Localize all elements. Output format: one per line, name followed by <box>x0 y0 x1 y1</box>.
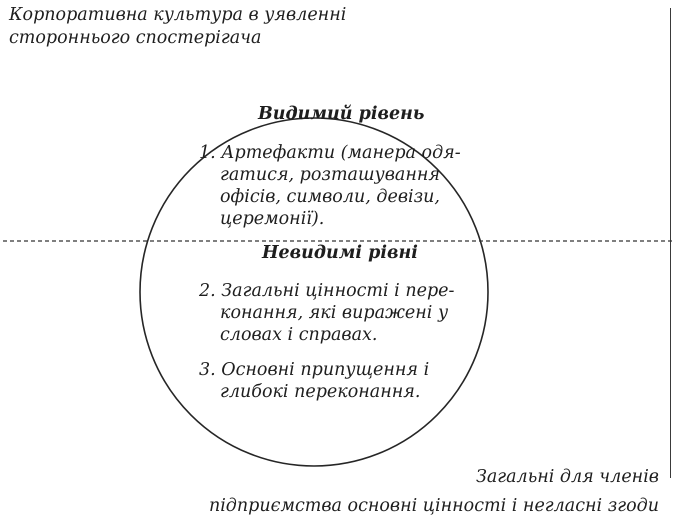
members-values-caption-line2: підприємства основні цінності і негласні згоди <box>208 496 659 516</box>
visible-level-heading: Видимий рівень <box>258 104 425 124</box>
artifacts-line2: гатися, розташування <box>220 165 440 185</box>
artifacts-line3: офісів, символи, девізи, <box>220 187 440 207</box>
shared-values-line2: конання, які виражені у <box>220 303 449 323</box>
shared-values-line1: 2. Загальні цінності і пере- <box>199 281 455 301</box>
invisible-levels-heading: Невидимі рівні <box>262 243 418 263</box>
members-values-caption <box>99 463 659 521</box>
shared-values-line3: словах і справах. <box>220 325 378 345</box>
outside-observer-caption-line1: Корпоративна культура в уявленні <box>9 5 347 25</box>
artifacts-line1: 1. Артефакти (манера одя- <box>199 143 461 163</box>
outside-observer-caption-line2: стороннього спостерігача <box>9 28 262 48</box>
artifacts-line4: церемонії). <box>220 209 325 229</box>
artifacts-item <box>199 142 461 230</box>
basic-assumptions-line2: глибокі переконання. <box>220 382 421 402</box>
basic-assumptions-item <box>199 359 429 403</box>
members-values-caption-line1: Загальні для членів <box>475 467 659 487</box>
shared-values-item <box>199 280 454 346</box>
basic-assumptions-line1: 3. Основні припущення і <box>199 360 430 380</box>
